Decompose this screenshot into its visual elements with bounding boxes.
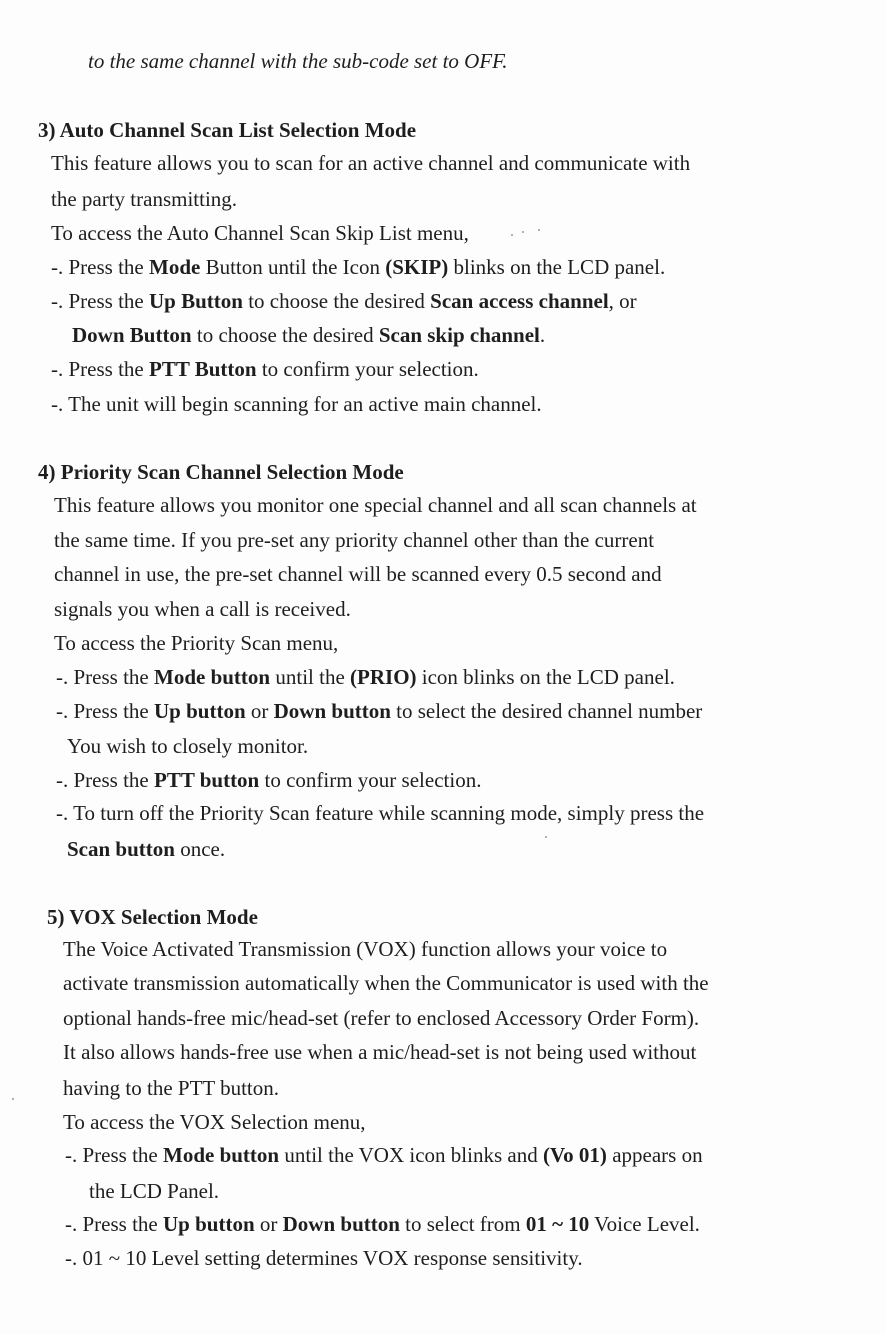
text-run: to confirm your selection. [259,768,482,792]
section-5-line-3: optional hands-free mic/head-set (refer to enclosed Accessory Order Form). [63,1006,700,1030]
text-run: Button until the Icon [200,255,386,279]
text-run: to select the desired channel number [390,699,703,723]
section-5-step-level [65,1211,700,1237]
text-run: until the VOX icon blinks and [279,1143,543,1167]
section-5-step-mode-cont: the LCD Panel. [89,1179,220,1203]
text-run: or [254,1212,283,1236]
text-run: -. Press the [51,357,149,381]
bold-term: Mode button [154,665,271,689]
section-5-line-4: It also allows hands-free use when a mic/head-set is not being used without [63,1040,697,1064]
bold-term: Down Button [72,323,192,347]
section-5-step-sensitivity: -. 01 ~ 10 Level setting determines VOX response sensitivity. [65,1246,583,1270]
section-3-intro-line-2: the party transmitting. [51,187,238,211]
bold-term: 01 ~ 10 [525,1212,590,1236]
bold-term: (SKIP) [385,255,449,279]
section-4-step-select [56,698,702,724]
bold-term: Mode [149,255,201,279]
section-5-heading: 5) VOX Selection Mode [47,905,258,929]
text-run: to choose the desired [191,323,379,347]
bold-term: PTT button [154,768,260,792]
bold-term: Down button [273,699,391,723]
text-run: . [539,323,546,347]
bold-term: Scan skip channel [378,323,540,347]
text-run: to confirm your selection. [256,357,479,381]
section-4-line-4: signals you when a call is received. [54,597,351,621]
text-run: or [245,699,274,723]
section-3-step-mode [51,254,665,280]
text-run: -. Press the [65,1143,163,1167]
text-run: once. [174,837,226,861]
section-3-intro-line-1: This feature allows you to scan for an active channel and communicate with [51,151,691,175]
scan-speck [545,836,547,838]
section-4-line-2: the same time. If you pre-set any priority channel other than the current [54,528,655,552]
section-3-heading: 3) Auto Channel Scan List Selection Mode [38,118,417,142]
text-run: Voice Level. [589,1212,700,1236]
text-run: appears on [606,1143,703,1167]
bold-term: Up Button [149,289,243,313]
text-run: -. Press the [51,255,149,279]
section-3-access-line: To access the Auto Channel Scan Skip List menu, [51,221,469,245]
bold-term: (Vo 01) [542,1143,607,1167]
bold-term: (PRIO) [350,665,417,689]
scan-speck [522,231,524,233]
bold-term: PTT Button [149,357,257,381]
bold-term: Down button [282,1212,400,1236]
continuation-text: to the same channel with the sub-code set to OFF. [88,49,508,73]
section-4-step-turn-off-cont [67,836,225,862]
scan-speck [12,1098,14,1100]
scan-speck [538,229,540,231]
text-run: -. Press the [56,699,154,723]
section-3-step-scanning: -. The unit will begin scanning for an active main channel. [51,392,542,416]
text-run: -. Press the [65,1212,163,1236]
section-5-access-line: To access the VOX Selection menu, [63,1110,366,1134]
bold-term: Mode button [163,1143,280,1167]
section-5-line-2: activate transmission automatically when the Communicator is used with the [63,971,709,995]
section-5-line-5: having to the PTT button. [63,1076,280,1100]
scan-speck [511,234,513,236]
bold-term: Scan button [67,837,175,861]
text-run: , or [608,289,637,313]
bold-term: Up button [163,1212,255,1236]
text-run: -. Press the [56,665,154,689]
section-3-step-up [51,288,637,314]
bold-term: Scan access channel [430,289,609,313]
text-run: -. Press the [56,768,154,792]
bold-term: Up button [154,699,246,723]
section-4-line-3: channel in use, the pre-set channel will be scanned every 0.5 second and [54,562,662,586]
section-4-access-line: To access the Priority Scan menu, [54,631,339,655]
text-run: blinks on the LCD panel. [448,255,666,279]
section-3-step-ptt [51,356,479,382]
text-run: icon blinks on the LCD panel. [416,665,675,689]
section-4-step-mode [56,664,675,690]
section-5-line-1: The Voice Activated Transmission (VOX) function allows your voice to [63,937,668,961]
section-4-line-1: This feature allows you monitor one special channel and all scan channels at [54,493,697,517]
text-run: -. Press the [51,289,149,313]
text-run: to select from [399,1212,526,1236]
section-5-step-mode [65,1142,703,1168]
section-4-heading: 4) Priority Scan Channel Selection Mode [38,460,404,484]
section-4-step-turn-off: -. To turn off the Priority Scan feature while scanning mode, simply press the [56,801,705,825]
text-run: to choose the desired [242,289,431,313]
section-3-step-down [72,322,545,348]
section-4-step-ptt [56,767,481,793]
section-4-step-select-cont: You wish to closely monitor. [67,734,309,758]
text-run: until the [270,665,351,689]
